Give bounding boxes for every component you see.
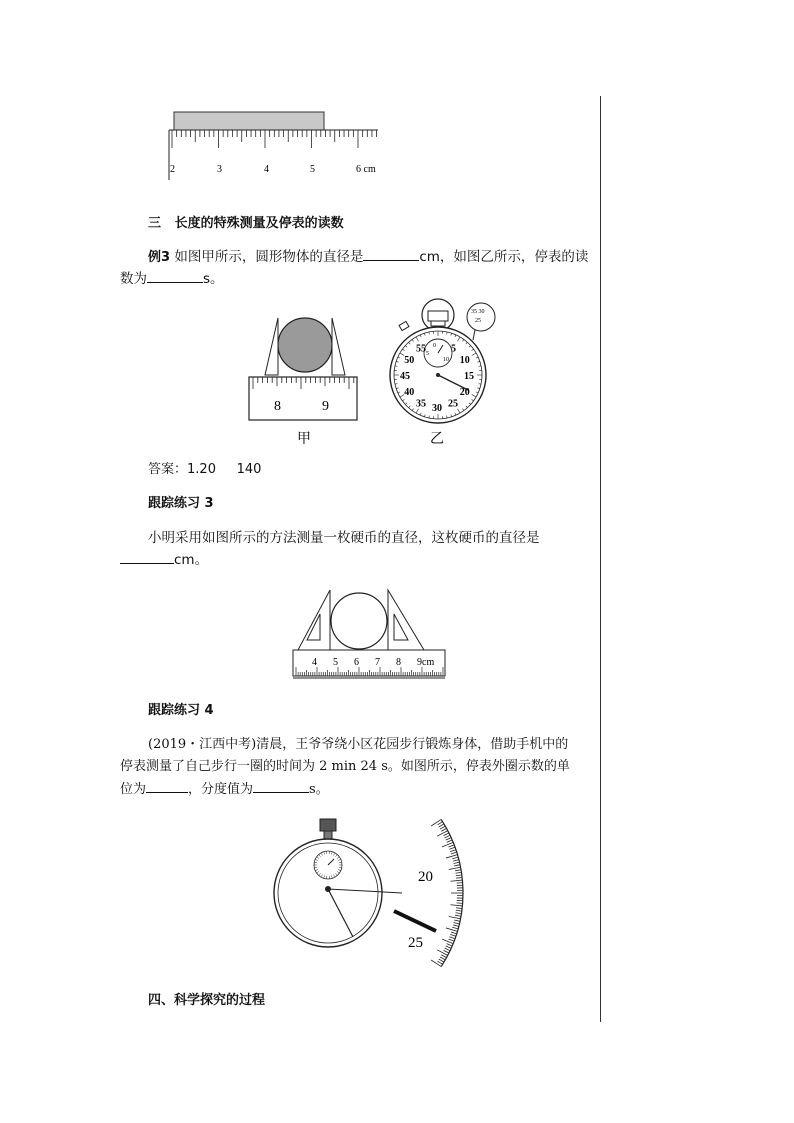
stopwatch-label-15: 15: [464, 371, 474, 382]
answer-blank-division[interactable]: [253, 778, 309, 793]
figure-yi-stopwatch: [383, 295, 498, 450]
scale-tick: [437, 831, 448, 837]
scale-tick: [440, 826, 445, 829]
scale-tick: [454, 920, 460, 921]
scale-tick: [455, 872, 461, 873]
scale-tick: [445, 835, 450, 838]
practice-4-line-2: 停表测量了自己步行一圈的时间为 2 min 24 s。如图所示，停表外圈示数的单: [120, 759, 570, 774]
scale-tick: [451, 932, 457, 934]
scale-tick: [446, 838, 451, 840]
scale-tick: [446, 946, 451, 948]
scale-tick: [438, 822, 443, 825]
scale-tick: [431, 819, 441, 826]
scale-tick: [449, 847, 455, 849]
scale-tick: [439, 959, 444, 962]
scale-tick: [449, 916, 461, 918]
example-3-line-1: [148, 246, 588, 269]
section-4-heading: 四、科学探究的过程: [148, 993, 266, 1008]
scale-tick: [447, 840, 453, 842]
section-3-title: 长度的特殊测量及停表的读数: [174, 216, 344, 231]
practice-4-text-c1: 位为: [120, 782, 147, 797]
answer-label: 答案：: [148, 462, 188, 477]
coin-ruler-label: 5: [333, 657, 338, 668]
example-3-text-b: 数为: [120, 271, 147, 287]
example-3-unit-b: s。: [203, 271, 224, 287]
scale-tick: [450, 880, 462, 881]
answer-blank-diameter[interactable]: [363, 246, 419, 261]
scale-tick: [450, 934, 456, 936]
answer-value-2: 140: [236, 462, 262, 477]
inner-dial-5: 5: [426, 351, 429, 357]
scale-tick: [441, 828, 446, 831]
coin-ruler-label: 6: [354, 657, 359, 668]
scale-tick: [450, 905, 462, 906]
scale-tick: [431, 960, 441, 967]
scale-tick: [455, 913, 461, 914]
figure-stopwatch-scale: [268, 815, 468, 973]
scale-tick: [445, 948, 450, 951]
coin-ruler-label: 8: [396, 657, 401, 668]
ruler-label-5: 5: [310, 164, 315, 175]
scale-label-20: 20: [418, 869, 433, 885]
scale-tick: [453, 925, 459, 926]
figure-coin-ruler: [290, 588, 450, 683]
stopwatch-label-40: 40: [404, 387, 415, 398]
scale-tick: [440, 957, 445, 960]
coin-ruler-label: 7: [375, 657, 380, 668]
scale-tick: [452, 927, 458, 929]
ruler-label-3: 3: [217, 164, 222, 175]
scale-tick: [456, 908, 462, 909]
scale-tick: [454, 862, 460, 863]
inner-dial-10: 10: [443, 357, 449, 363]
scale-tick: [449, 867, 461, 869]
stopwatch-label-10: 10: [459, 355, 470, 366]
stopwatch-label-35: 35: [416, 398, 426, 410]
example-3-text-a: 如图甲所示，圆形物体的直径是: [170, 249, 364, 265]
scale-tick: [455, 870, 461, 871]
ruler-label-2: 2: [170, 164, 175, 175]
example-3-answer: [148, 459, 261, 481]
scale-tick: [456, 875, 462, 876]
jia-label-8: 8: [274, 399, 281, 414]
scale-tick: [456, 877, 462, 878]
scale-tick: [452, 857, 458, 859]
coin-ruler-label: 9cm: [417, 657, 435, 668]
scale-tick: [456, 910, 462, 911]
scale-tick: [455, 915, 461, 916]
stopwatch-label-20: 20: [459, 387, 470, 398]
scale-tick: [451, 852, 457, 854]
stopwatch-label-30: 30: [432, 403, 442, 414]
scale-tick: [447, 944, 453, 946]
scale-tick: [450, 850, 456, 852]
practice-4-title: 跟踪练习 4: [148, 703, 214, 718]
stopwatch-label-45: 45: [400, 371, 410, 382]
scale-tick: [444, 833, 449, 836]
svg-text:35 30: 35 30: [471, 309, 485, 315]
figure-caption-jia: 甲: [297, 431, 311, 447]
section-3-heading: [148, 213, 344, 235]
answer-value-1: 1.20: [187, 462, 216, 477]
example-3-line-2: [120, 268, 224, 290]
practice-3-title: 跟踪练习 3: [148, 496, 214, 511]
scale-tick: [438, 961, 443, 964]
answer-blank-unit[interactable]: [146, 778, 188, 793]
section-3-number: 三: [148, 216, 162, 231]
scale-tick: [444, 950, 449, 953]
practice-4-line-3: [120, 778, 329, 801]
example-3-label: 例3: [148, 250, 171, 265]
scale-tick: [449, 937, 455, 939]
scale-tick: [454, 865, 460, 866]
scale-tick: [439, 824, 444, 827]
practice-4-text-c2: ，分度值为: [188, 782, 254, 797]
stopwatch-label-5: 5: [451, 343, 456, 355]
ruler-label-6: 6 cm: [356, 164, 376, 175]
scale-tick: [437, 950, 448, 956]
stopwatch-label-25: 25: [448, 398, 458, 410]
scale-tick: [453, 860, 459, 861]
inner-dial-0: 0: [433, 343, 436, 349]
svg-text:25: 25: [475, 318, 481, 324]
practice-4-line-1: (2019・江西中考)清晨，王爷爷绕小区花园步行锻炼身体，借助手机中的: [148, 737, 569, 752]
scale-tick: [449, 939, 455, 941]
coin-ruler-label: 4: [312, 657, 317, 668]
practice-4-text-c3: s。: [309, 782, 329, 797]
answer-blank-coin[interactable]: [120, 549, 174, 564]
ruler-figure-top: [160, 110, 390, 185]
margin-divider-line: [600, 96, 601, 1022]
practice-3-line-2: [120, 549, 208, 571]
figure-caption-yi: 乙: [430, 431, 444, 447]
practice-3-line-1: 小明采用如图所示的方法测量一枚硬币的直径，这枚硬币的直径是: [148, 530, 540, 546]
stopwatch-label-50: 50: [404, 355, 415, 366]
scale-label-25: 25: [408, 935, 423, 951]
practice-3-unit: cm。: [174, 552, 209, 568]
answer-blank-stopwatch[interactable]: [147, 268, 203, 283]
scale-tick: [449, 845, 455, 847]
stopwatch-label-55: 55: [416, 343, 426, 355]
jia-label-9: 9: [322, 399, 329, 414]
figure-jia-diameter: [245, 315, 365, 450]
ruler-label-4: 4: [264, 164, 269, 175]
scale-tick: [454, 922, 460, 923]
example-3-unit-a: cm，如图乙所示，停表的读: [419, 249, 589, 265]
scale-tick: [441, 955, 446, 958]
